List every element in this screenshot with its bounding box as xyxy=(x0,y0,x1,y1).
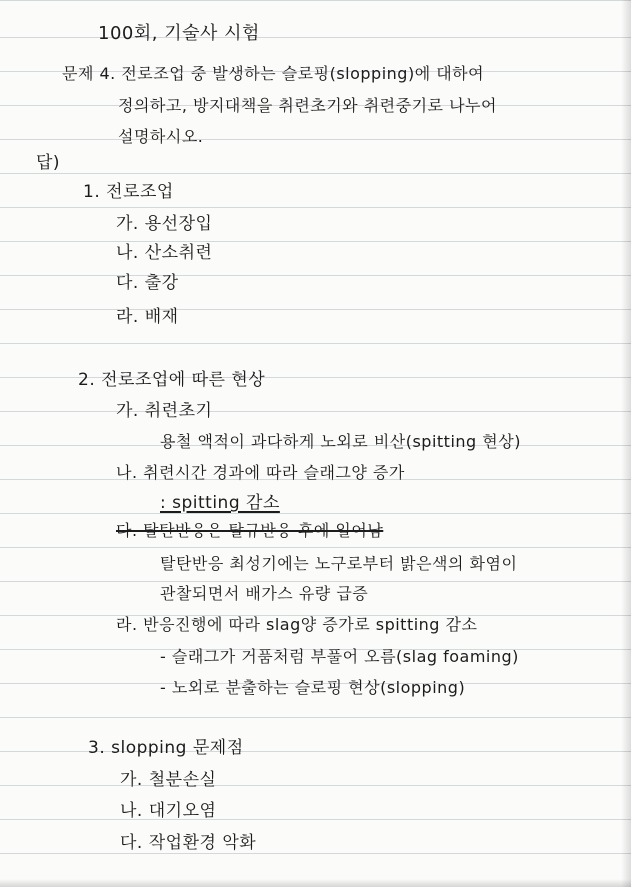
answer-label: 답) xyxy=(36,153,61,173)
page-bottom-shadow xyxy=(0,879,631,887)
section3-item: 가. 철분손실 xyxy=(120,770,217,790)
section2-b-title: 나. 취련시간 경과에 따라 슬래그양 증가 xyxy=(116,463,405,482)
section2-d-body-1: - 슬래그가 거품처럼 부풀어 오름(slag foaming) xyxy=(160,647,519,666)
section1-item: 다. 출강 xyxy=(116,273,179,293)
section1-item: 라. 배재 xyxy=(116,307,179,327)
section3-item: 나. 대기오염 xyxy=(120,801,217,821)
section2-c-body-1: 탈탄반응 최성기에는 노구로부터 밝은색의 화염이 xyxy=(160,554,518,573)
section2-d-title: 라. 반응진행에 따라 slag양 증가로 spitting 감소 xyxy=(116,615,478,634)
section2-d-body-2: - 노외로 분출하는 슬로핑 현상(slopping) xyxy=(160,678,466,697)
section2-heading: 2. 전로조업에 따른 현상 xyxy=(78,370,266,390)
section3-heading: 3. slopping 문제점 xyxy=(88,738,244,758)
section2-a-body: 용철 액적이 과다하게 노외로 비산(spitting 현상) xyxy=(160,432,521,451)
question-line-2: 정의하고, 방지대책을 취련초기와 취련중기로 나누어 xyxy=(118,96,497,115)
header-title: 100회, 기술사 시험 xyxy=(98,23,260,44)
section1-item: 나. 산소취련 xyxy=(116,243,213,263)
page-edge-shadow xyxy=(621,0,631,887)
section2-c-body-2: 관찰되면서 배가스 유량 급증 xyxy=(160,584,369,603)
question-line-3: 설명하시오. xyxy=(118,127,204,146)
section1-item: 가. 용선장입 xyxy=(116,214,213,234)
section2-c-title: 다. 탈탄반응은 탈규반응 후에 일어남 xyxy=(116,521,384,540)
question-line-1: 문제 4. 전로조업 중 발생하는 슬로핑(slopping)에 대하여 xyxy=(62,64,485,83)
section1-heading: 1. 전로조업 xyxy=(83,182,174,202)
section3-item: 다. 작업환경 악화 xyxy=(120,833,257,853)
section2-b-body: : spitting 감소 xyxy=(160,493,280,513)
section2-a-title: 가. 취련초기 xyxy=(116,401,213,421)
